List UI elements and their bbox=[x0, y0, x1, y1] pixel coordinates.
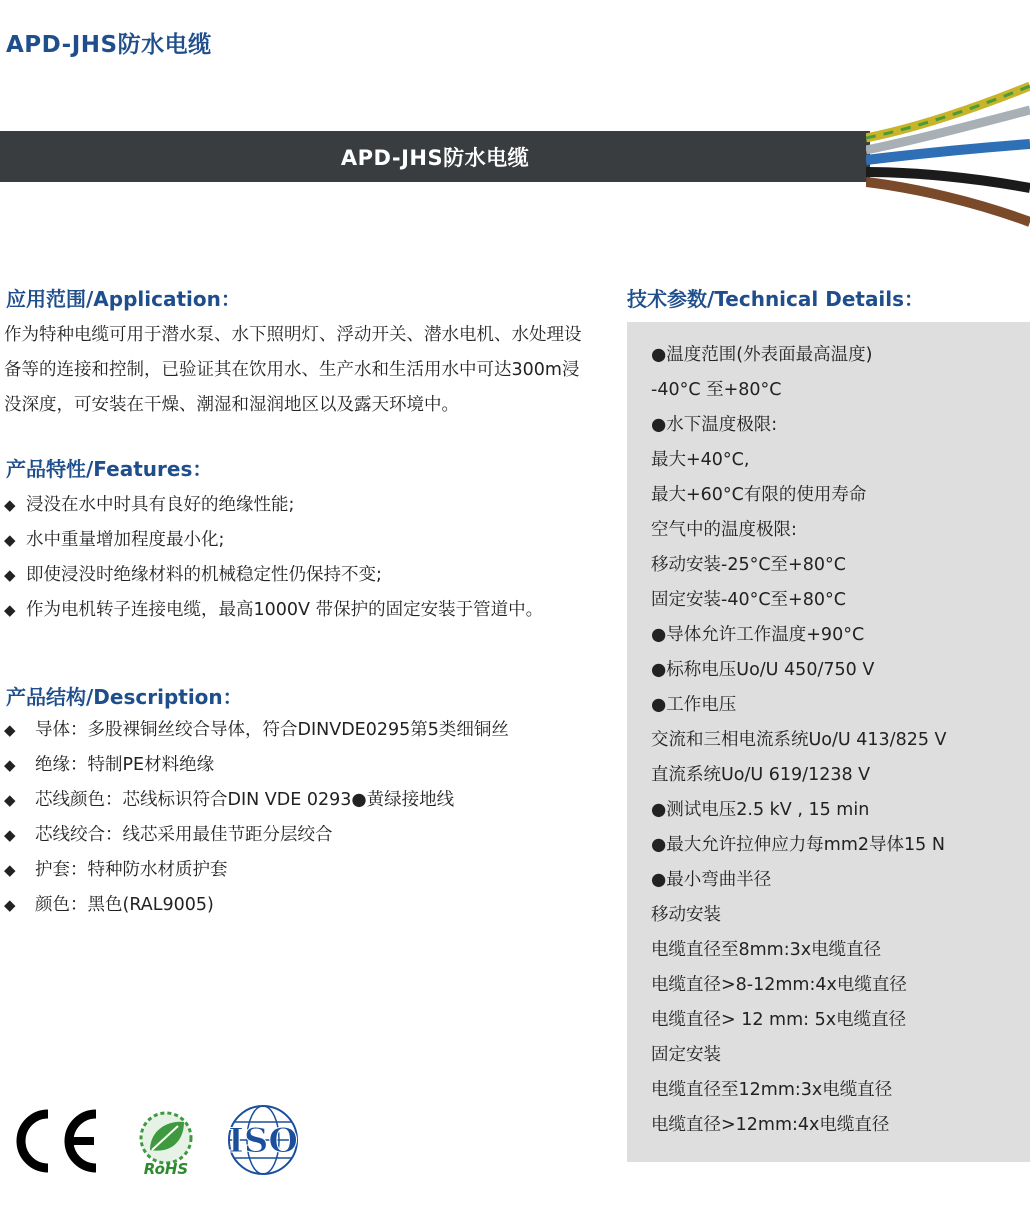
tech-line: 移动安装 bbox=[651, 905, 721, 925]
technical-heading: 技术参数/Technical Details： bbox=[627, 287, 925, 311]
feature-item: ◆ 水中重量增加程度最小化; bbox=[4, 523, 543, 558]
tech-line: 电缆直径至12mm:3x电缆直径 bbox=[651, 1080, 893, 1100]
tech-line: 交流和三相电流系统Uo/U 413/825 V bbox=[651, 730, 947, 750]
diamond-bullet-icon: ◆ bbox=[4, 601, 16, 619]
ce-label bbox=[8, 1100, 9, 1101]
tech-line: 电缆直径>8-12mm:4x电缆直径 bbox=[651, 975, 907, 995]
tech-line: ●最大允许拉伸应力每mm2导体15 N bbox=[651, 835, 945, 855]
tech-line: ●测试电压2.5 kV , 15 min bbox=[651, 800, 870, 820]
description-item: ◆ 导体：多股裸铜丝绞合导体，符合DINVDE0295第5类细铜丝 bbox=[4, 713, 509, 748]
description-item: ◆ 颜色：黑色(RAL9005) bbox=[4, 888, 509, 923]
features-list bbox=[4, 488, 543, 628]
tech-line: -40°C 至+80°C bbox=[651, 380, 782, 400]
tech-line: ●水下温度极限: bbox=[651, 415, 778, 435]
feature-item: ◆ 作为电机转子连接电缆，最高1000V 带保护的固定安装于管道中。 bbox=[4, 593, 543, 628]
diamond-bullet-icon: ◆ bbox=[4, 531, 16, 549]
diamond-bullet-icon: ◆ bbox=[4, 756, 16, 774]
diamond-bullet-icon: ◆ bbox=[4, 721, 16, 739]
description-item: ◆ 绝缘：特制PE材料绝缘 bbox=[4, 748, 509, 783]
description-item: ◆ 护套：特种防水材质护套 bbox=[4, 853, 509, 888]
title-banner bbox=[0, 131, 870, 182]
page-title: APD-JHS防水电缆 bbox=[6, 32, 212, 58]
tech-line: 电缆直径>12mm:4x电缆直径 bbox=[651, 1115, 890, 1135]
diamond-bullet-icon: ◆ bbox=[4, 826, 16, 844]
iso-label: ISO bbox=[227, 1121, 299, 1161]
tech-line: 固定安装-40°C至+80°C bbox=[651, 590, 846, 610]
technical-lines bbox=[651, 338, 947, 1143]
feature-item: ◆ 即使浸没时绝缘材料的机械稳定性仍保持不变; bbox=[4, 558, 543, 593]
rohs-logo-icon bbox=[128, 1110, 204, 1176]
description-item: ◆ 芯线颜色：芯线标识符合DIN VDE 0293●黄绿接地线 bbox=[4, 783, 509, 818]
tech-line: 空气中的温度极限: bbox=[651, 520, 797, 540]
application-text: 作为特种电缆可用于潜水泵、水下照明灯、浮动开关、潜水电机、水处理设备等的连接和控制，已验证其在饮用水、生产水和生活用水中可达300m浸没深度，可安装在干燥、潮湿和湿润地区以及露天环境中。 bbox=[4, 325, 582, 415]
tech-line: 最大+60°C有限的使用寿命 bbox=[651, 485, 867, 505]
tech-line: ●最小弯曲半径 bbox=[651, 870, 772, 890]
description-item: ◆ 芯线绞合：线芯采用最佳节距分层绞合 bbox=[4, 818, 509, 853]
diamond-bullet-icon: ◆ bbox=[4, 896, 16, 914]
tech-line: 移动安装-25°C至+80°C bbox=[651, 555, 846, 575]
banner-title: APD-JHS防水电缆 bbox=[340, 145, 530, 170]
diamond-bullet-icon: ◆ bbox=[4, 566, 16, 584]
rohs-label: RoHS bbox=[143, 1160, 189, 1176]
application-heading: 应用范围/Application： bbox=[6, 287, 241, 311]
diamond-bullet-icon: ◆ bbox=[4, 496, 16, 514]
tech-line: 固定安装 bbox=[651, 1045, 721, 1065]
features-heading: 产品特性/Features： bbox=[6, 457, 213, 481]
tech-line: ●导体允许工作温度+90°C bbox=[651, 625, 865, 645]
tech-line: 最大+40°C, bbox=[651, 450, 750, 470]
tech-line: 电缆直径至8mm:3x电缆直径 bbox=[651, 940, 882, 960]
technical-details-panel bbox=[627, 322, 1030, 1162]
tech-line: 直流系统Uo/U 619/1238 V bbox=[651, 765, 871, 785]
tech-line: ●温度范围(外表面最高温度) bbox=[651, 345, 873, 365]
cable-illustration bbox=[866, 68, 1030, 238]
iso-logo-icon bbox=[216, 1102, 310, 1178]
description-heading: 产品结构/Description： bbox=[6, 685, 243, 709]
feature-item: ◆ 浸没在水中时具有良好的绝缘性能; bbox=[4, 488, 543, 523]
diamond-bullet-icon: ◆ bbox=[4, 791, 16, 809]
ce-mark-icon bbox=[10, 1108, 102, 1174]
tech-line: 电缆直径> 12 mm: 5x电缆直径 bbox=[651, 1010, 907, 1030]
tech-line: ●标称电压Uo/U 450/750 V bbox=[651, 660, 875, 680]
diamond-bullet-icon: ◆ bbox=[4, 861, 16, 879]
tech-line: ●工作电压 bbox=[651, 695, 737, 715]
description-list bbox=[4, 713, 509, 923]
